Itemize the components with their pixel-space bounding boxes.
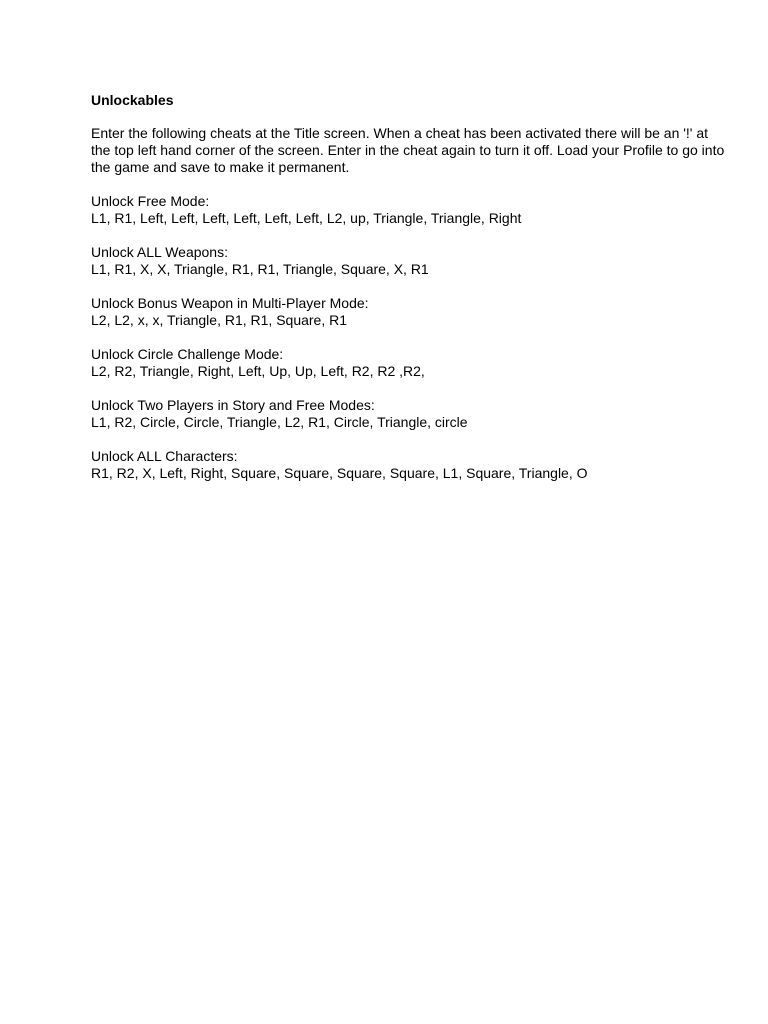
cheat-entry — [91, 244, 731, 278]
cheat-code: R1, R2, X, Left, Right, Square, Square, Square, Square, L1, Square, Triangle, O — [91, 465, 588, 481]
cheat-entry — [91, 193, 731, 227]
cheat-code: L1, R1, X, X, Triangle, R1, R1, Triangle, Square, X, R1 — [91, 261, 429, 277]
document-title: Unlockables — [91, 92, 174, 108]
cheat-entry — [91, 295, 731, 329]
cheat-entry — [91, 448, 731, 482]
document-page — [91, 92, 731, 499]
cheat-name: Unlock Free Mode: — [91, 193, 210, 209]
cheat-code: L2, L2, x, x, Triangle, R1, R1, Square, R1 — [91, 312, 348, 328]
cheat-name: Unlock ALL Characters: — [91, 448, 238, 464]
cheat-entry — [91, 397, 731, 431]
cheat-code: L2, R2, Triangle, Right, Left, Up, Up, Left, R2, R2 ,R2, — [91, 363, 425, 379]
cheat-code: L1, R2, Circle, Circle, Triangle, L2, R1, Circle, Triangle, circle — [91, 414, 468, 430]
cheat-name: Unlock ALL Weapons: — [91, 244, 228, 260]
intro-paragraph: Enter the following cheats at the Title screen. When a cheat has been activated there will be an '!' at the top left hand corner of the screen. Enter in the cheat again to turn it off. Load your Profile to go into the game and save to make it permanent. — [91, 125, 725, 175]
cheat-name: Unlock Circle Challenge Mode: — [91, 346, 284, 362]
cheat-name: Unlock Two Players in Story and Free Modes: — [91, 397, 375, 413]
cheat-name: Unlock Bonus Weapon in Multi-Player Mode: — [91, 295, 369, 311]
cheat-entry — [91, 346, 731, 380]
cheat-code: L1, R1, Left, Left, Left, Left, Left, Left, L2, up, Triangle, Triangle, Right — [91, 210, 522, 226]
